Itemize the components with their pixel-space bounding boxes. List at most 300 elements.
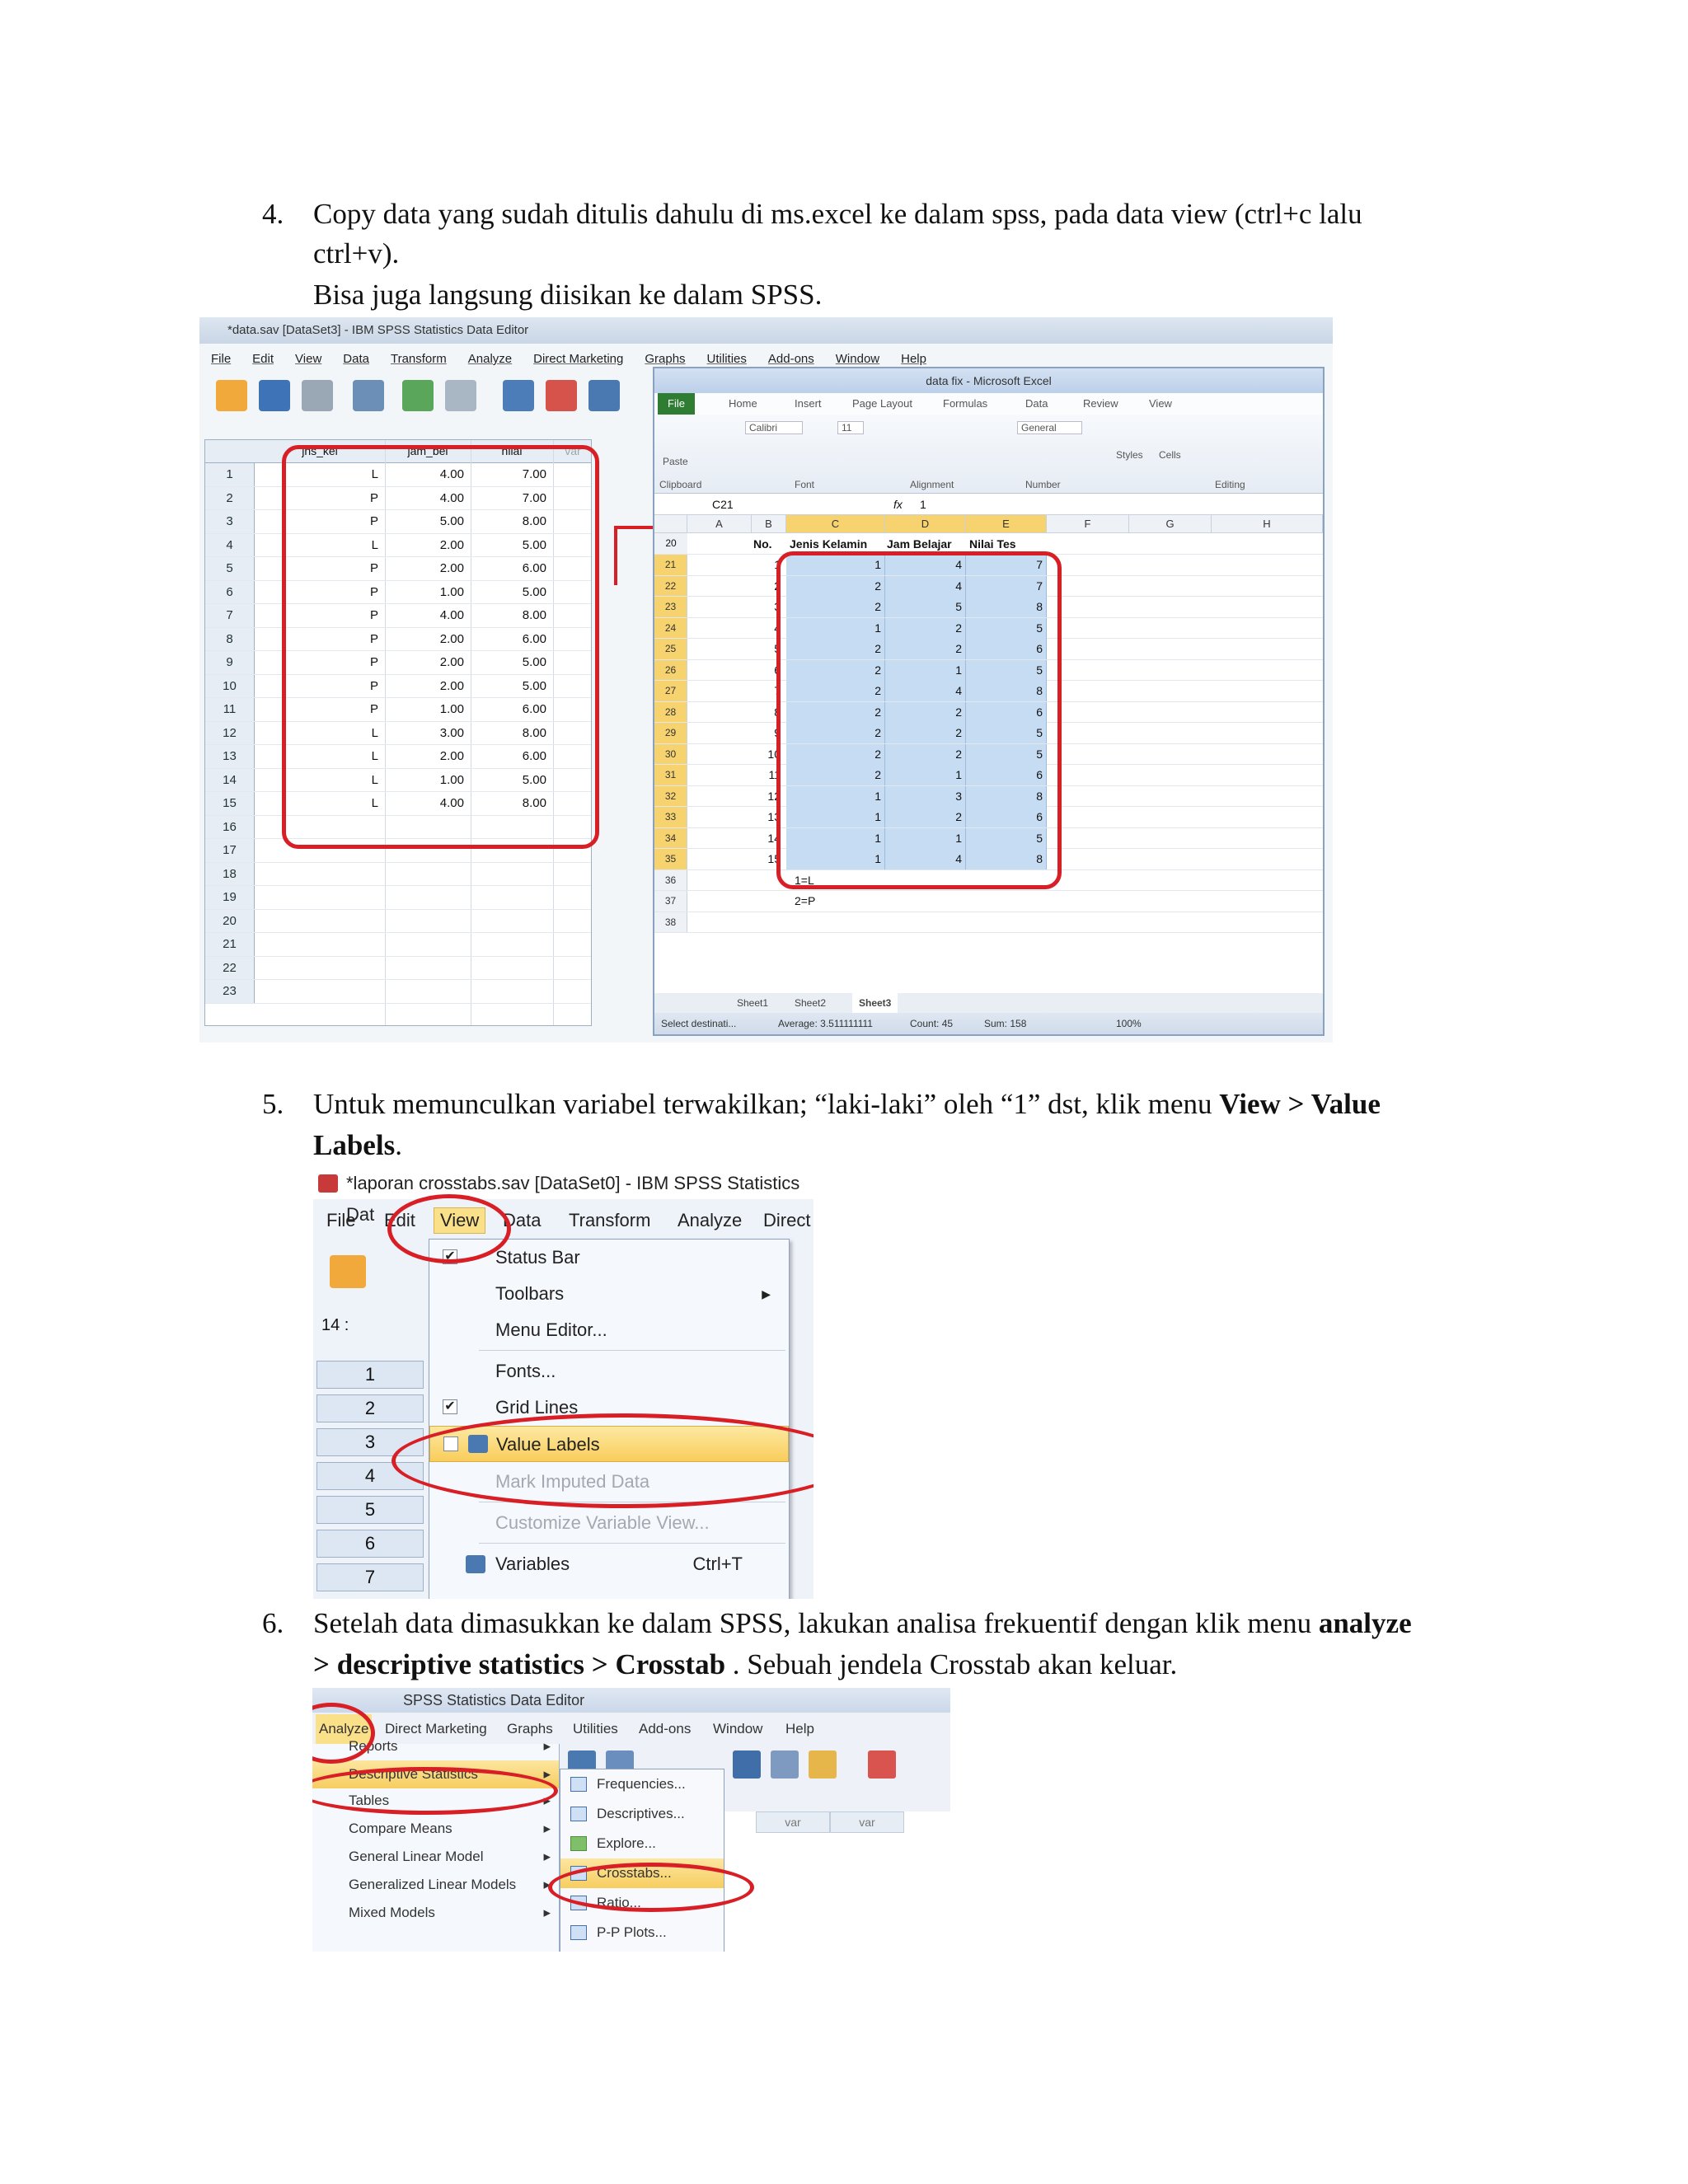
cell-nilai[interactable]: 5.00: [522, 584, 546, 599]
row-header[interactable]: 1: [316, 1361, 424, 1389]
cell-no[interactable]: 3: [774, 600, 781, 613]
cell-jenis-kelamin[interactable]: 1: [786, 555, 885, 575]
variables-icon[interactable]: [588, 380, 620, 411]
cell-nilai-tes[interactable]: 5: [966, 660, 1047, 681]
table-icon[interactable]: [733, 1750, 761, 1779]
name-box[interactable]: C21: [712, 498, 734, 511]
excel-tab-view[interactable]: View: [1149, 397, 1172, 410]
frequencies-icon: [570, 1777, 587, 1792]
cell-jam-bel[interactable]: 4.00: [439, 796, 464, 810]
row-number[interactable]: 5: [205, 557, 255, 580]
row-number[interactable]: 22: [205, 957, 255, 980]
excel-row-header[interactable]: 35: [654, 849, 687, 869]
formula-input[interactable]: 1: [920, 498, 926, 511]
menu-analyze-2[interactable]: Analyze: [678, 1210, 743, 1230]
window-title-2: *laporan crosstabs.sav [DataSet0] - IBM SPSS Statistics Dat: [346, 1173, 800, 1225]
cell-jns-kel[interactable]: L: [371, 772, 378, 787]
data-grid-3: [724, 1811, 950, 1952]
styles-button[interactable]: Styles: [1116, 449, 1143, 461]
step-5-number: 5.: [262, 1088, 284, 1120]
excel-row-header[interactable]: 27: [654, 681, 687, 701]
submenu-frequencies[interactable]: Frequencies...: [560, 1769, 724, 1799]
excel-tab-data[interactable]: Data: [1025, 397, 1048, 410]
cell-jns-kel[interactable]: P: [369, 631, 378, 646]
menu-transform[interactable]: Transform: [390, 352, 447, 366]
cell-jam-bel[interactable]: 3.00: [439, 725, 464, 740]
excel-col-h[interactable]: H: [1212, 515, 1323, 533]
view-menu-screenshot: [313, 1168, 814, 1599]
app-logo-icon: [318, 1174, 338, 1193]
row-number[interactable]: 2: [205, 487, 255, 510]
cell-jam-bel[interactable]: 4.00: [439, 467, 464, 481]
excel-tab-page-layout[interactable]: Page Layout: [852, 397, 913, 410]
cell-jenis-kelamin[interactable]: 2: [786, 744, 885, 765]
cell-no[interactable]: 7: [774, 684, 781, 697]
cell-jam-bel[interactable]: 1.00: [439, 702, 464, 716]
value-labels-icon-3[interactable]: [868, 1750, 896, 1779]
step-6-text: Setelah data dimasukkan ke dalam SPSS, lakukan analisa frekuentif dengan klik menu: [313, 1607, 1319, 1639]
menu-view-2[interactable]: View: [434, 1207, 485, 1234]
cell-jns-kel[interactable]: L: [371, 796, 378, 810]
menu-item-toolbars[interactable]: Toolbars ▶: [429, 1276, 789, 1312]
menu-add-ons[interactable]: Add-ons: [767, 352, 814, 366]
excel-row-header[interactable]: 31: [654, 765, 687, 785]
cell-no[interactable]: 8: [774, 705, 781, 719]
menu-utilities[interactable]: Utilities: [706, 352, 747, 366]
sheet-tabs: [654, 993, 1323, 1013]
scale-icon[interactable]: [771, 1750, 799, 1779]
row-number[interactable]: 3: [205, 510, 255, 533]
cell-nilai[interactable]: 7.00: [522, 467, 546, 481]
column-header-jns-kel[interactable]: jns_kel: [302, 444, 338, 457]
cell-jenis-kelamin[interactable]: 1: [786, 618, 885, 639]
row-header[interactable]: 4: [316, 1462, 424, 1490]
cell-jam-belajar[interactable]: 4: [885, 555, 966, 575]
grid-lines-checkbox[interactable]: ✔: [443, 1399, 457, 1414]
cell-no[interactable]: 11: [768, 768, 781, 781]
excel-row-header[interactable]: 30: [654, 744, 687, 765]
column-header-nilai[interactable]: nilai: [501, 444, 523, 457]
menu-item-variables[interactable]: Variables Ctrl+T: [429, 1546, 789, 1582]
excel-row-header[interactable]: 21: [654, 555, 687, 575]
row-number[interactable]: 13: [205, 745, 255, 768]
menu-help[interactable]: Help: [901, 352, 926, 366]
dialog-recall-icon[interactable]: [353, 380, 384, 411]
cell-jns-kel[interactable]: P: [369, 584, 378, 599]
excel-row-header[interactable]: 34: [654, 828, 687, 849]
cell-reference: 14 :: [321, 1316, 349, 1334]
row-number[interactable]: 6: [205, 581, 255, 604]
menu-item-fonts[interactable]: Fonts...: [495, 1361, 556, 1381]
menu-item-general-linear-model[interactable]: General Linear Model ▸: [349, 1849, 551, 1864]
cell-jam-belajar[interactable]: 4: [885, 576, 966, 597]
menu-view[interactable]: View: [295, 352, 322, 366]
excel-window-title: data fix - Microsoft Excel: [926, 374, 1052, 387]
menu-item-descriptive-statistics[interactable]: Descriptive Statistics ▸: [312, 1760, 559, 1788]
menu-graphs[interactable]: Graphs: [645, 352, 686, 366]
column-header-var[interactable]: var: [565, 444, 581, 457]
excel-row-header[interactable]: 25: [654, 639, 687, 659]
row-number[interactable]: 23: [205, 980, 255, 1003]
cell-nilai[interactable]: 8.00: [522, 796, 546, 810]
menu-item-generalized-linear-models[interactable]: Generalized Linear Models ▸: [349, 1877, 551, 1892]
cell-jam-belajar[interactable]: 1: [885, 660, 966, 681]
menu-file[interactable]: File: [211, 352, 232, 366]
sheet-tab-1[interactable]: Sheet1: [737, 997, 769, 1009]
row-number[interactable]: 20: [205, 910, 255, 933]
step-5-menu-item: Labels: [313, 1129, 396, 1161]
cell-nilai[interactable]: 6.00: [522, 702, 546, 716]
print-icon[interactable]: [302, 380, 333, 411]
cell-jns-kel[interactable]: L: [371, 749, 378, 763]
cell-nilai-tes[interactable]: 5: [966, 618, 1047, 639]
explore-icon: [570, 1836, 587, 1851]
spss-row[interactable]: [205, 933, 591, 957]
pp-plots-icon: [570, 1925, 587, 1940]
cell-jns-kel[interactable]: P: [369, 678, 378, 693]
row-header[interactable]: 6: [316, 1530, 424, 1558]
cell-jam-belajar[interactable]: 2: [885, 744, 966, 765]
row-header[interactable]: 2: [316, 1394, 424, 1422]
cell-nilai[interactable]: 5.00: [522, 678, 546, 693]
cell-nilai-tes[interactable]: 8: [966, 849, 1047, 869]
menu-item-mixed-models[interactable]: Mixed Models ▸: [349, 1905, 551, 1920]
menu-direct-marketing-3[interactable]: Direct Marketing: [385, 1721, 487, 1736]
cells-button[interactable]: Cells: [1159, 449, 1181, 461]
menu-item-customize-variable-view: Customize Variable View...: [495, 1512, 710, 1533]
menu-item-status-bar[interactable]: ✔ Status Bar: [429, 1240, 789, 1276]
cell-nilai-tes[interactable]: 6: [966, 702, 1047, 723]
header-jam-belajar: Jam Belajar: [887, 537, 952, 551]
cell-nilai[interactable]: 8.00: [522, 725, 546, 740]
menu-transform-2[interactable]: Transform: [569, 1210, 651, 1230]
cell-jam-belajar[interactable]: 1: [885, 828, 966, 849]
cell-no[interactable]: 4: [774, 621, 781, 635]
font-name-select[interactable]: Calibri: [745, 421, 803, 434]
cell-jam-bel[interactable]: 5.00: [439, 514, 464, 528]
step-6-menu-analyze: analyze: [1318, 1607, 1412, 1639]
row-number[interactable]: 21: [205, 933, 255, 956]
grid-header-var-1[interactable]: var: [756, 1811, 830, 1833]
cell-jam-bel[interactable]: 2.00: [439, 678, 464, 693]
cell-jenis-kelamin[interactable]: 2: [786, 639, 885, 659]
cell-jns-kel[interactable]: L: [371, 725, 378, 740]
excel-col-c[interactable]: C: [786, 515, 885, 533]
menu-file-2[interactable]: File: [326, 1210, 356, 1230]
row-number[interactable]: 18: [205, 863, 255, 886]
column-header-jam-bel[interactable]: jam_bel: [407, 444, 448, 457]
cell-jns-kel[interactable]: P: [369, 702, 378, 716]
excel-row-header[interactable]: 26: [654, 660, 687, 681]
spss-row[interactable]: [205, 957, 591, 981]
step-6-text-end: . Sebuah jendela Crosstab akan keluar.: [725, 1648, 1178, 1680]
view-menu-highlight: [387, 1194, 511, 1263]
window-title-3: SPSS Statistics Data Editor: [403, 1692, 585, 1708]
cell-jns-kel[interactable]: P: [369, 608, 378, 622]
open-folder-icon-2[interactable]: [330, 1255, 366, 1288]
menu-edit-2[interactable]: Edit: [384, 1210, 415, 1230]
submenu-pp-plots[interactable]: P-P Plots...: [560, 1918, 724, 1947]
variables-icon-2: [466, 1555, 485, 1573]
excel-tab-home[interactable]: Home: [729, 397, 757, 410]
menu-analyze[interactable]: Analyze: [467, 352, 513, 366]
cell-jam-bel[interactable]: 2.00: [439, 537, 464, 552]
cell-jam-belajar[interactable]: 2: [885, 702, 966, 723]
row-number[interactable]: 1: [205, 463, 255, 486]
menu-direct-2[interactable]: Direct: [763, 1210, 811, 1230]
step-5-period: .: [395, 1129, 402, 1161]
excel-col-g[interactable]: G: [1129, 515, 1212, 533]
crosstabs-highlight: [548, 1863, 754, 1912]
excel-window: [653, 367, 1325, 1036]
cell-nilai[interactable]: 6.00: [522, 749, 546, 763]
cell-nilai-tes[interactable]: 6: [966, 639, 1047, 659]
excel-row-header[interactable]: 37: [654, 891, 687, 912]
analyze-menu-screenshot: [312, 1688, 950, 1952]
font-size-select[interactable]: 11: [837, 421, 864, 434]
spss-data-highlight: [282, 445, 599, 849]
cell-jenis-kelamin[interactable]: 1: [786, 807, 885, 827]
header-jenis-kelamin: Jenis Kelamin: [790, 537, 868, 551]
row-number[interactable]: 8: [205, 628, 255, 651]
menu-item-tables[interactable]: Tables ▸: [349, 1793, 551, 1808]
cell-jns-kel[interactable]: L: [371, 537, 378, 552]
cell-jam-bel[interactable]: 1.00: [439, 584, 464, 599]
excel-col-b[interactable]: B: [752, 515, 786, 533]
excel-row-header[interactable]: 33: [654, 807, 687, 827]
cell-jam-belajar[interactable]: 2: [885, 618, 966, 639]
cell-nilai-tes[interactable]: 5: [966, 828, 1047, 849]
cell-nilai-tes[interactable]: 6: [966, 765, 1047, 785]
excel-row-header[interactable]: 20: [654, 533, 687, 554]
cell-jenis-kelamin[interactable]: 2: [786, 576, 885, 597]
goto-variable-icon[interactable]: [546, 380, 577, 411]
cell-nilai-tes[interactable]: 5: [966, 723, 1047, 743]
spss-row[interactable]: [205, 910, 591, 934]
cell-nilai-tes[interactable]: 7: [966, 555, 1047, 575]
redo-icon[interactable]: [445, 380, 476, 411]
cell-nilai-tes[interactable]: 8: [966, 786, 1047, 807]
row-number[interactable]: 10: [205, 675, 255, 698]
open-folder-icon[interactable]: [216, 380, 247, 411]
row-number[interactable]: 14: [205, 769, 255, 792]
menu-item-value-labels[interactable]: Value Labels: [429, 1426, 789, 1462]
excel-note-row[interactable]: [654, 912, 1323, 934]
menu-data-2[interactable]: Data: [503, 1210, 542, 1230]
excel-tab-file[interactable]: File: [658, 393, 695, 415]
cell-jns-kel[interactable]: P: [369, 514, 378, 528]
excel-data-highlight: [776, 551, 1062, 889]
cell-jenis-kelamin[interactable]: 2: [786, 597, 885, 617]
step-4-line-3: Bisa juga langsung diisikan ke dalam SPSS.: [313, 279, 823, 311]
cell-jam-bel[interactable]: 4.00: [439, 608, 464, 622]
status-zoom[interactable]: 100%: [1116, 1018, 1142, 1029]
cell-nilai[interactable]: 6.00: [522, 561, 546, 575]
menu-graphs-3[interactable]: Graphs: [507, 1721, 553, 1736]
menu-add-ons-3[interactable]: Add-ons: [639, 1721, 692, 1736]
menu-item-menu-editor[interactable]: Menu Editor...: [495, 1319, 607, 1340]
cell-jam-belajar[interactable]: 4: [885, 681, 966, 701]
cell-jam-belajar[interactable]: 5: [885, 597, 966, 617]
menu-utilities-3[interactable]: Utilities: [573, 1721, 618, 1736]
spss-title-bar-3: [312, 1688, 950, 1713]
menu-item-grid-lines[interactable]: ✔ Grid Lines: [429, 1390, 789, 1426]
cell-jam-belajar[interactable]: 2: [885, 723, 966, 743]
step-6-menu-path: > descriptive statistics > Crosstab: [313, 1648, 726, 1680]
menu-data[interactable]: Data: [343, 352, 369, 366]
cell-nilai-tes[interactable]: 8: [966, 681, 1047, 701]
cell-jam-belajar[interactable]: 4: [885, 849, 966, 869]
menu-help-3[interactable]: Help: [785, 1721, 814, 1736]
row-number[interactable]: 19: [205, 886, 255, 909]
descriptive-statistics-submenu: [560, 1769, 724, 1952]
cell-nilai-tes[interactable]: 6: [966, 807, 1047, 827]
row-number[interactable]: 4: [205, 534, 255, 557]
row-number[interactable]: 7: [205, 604, 255, 627]
sheet-tab-2[interactable]: Sheet2: [795, 997, 827, 1009]
cell-jam-bel[interactable]: 2.00: [439, 655, 464, 669]
cell-jenis-kelamin[interactable]: 2: [786, 702, 885, 723]
cell-nilai-tes[interactable]: 8: [966, 597, 1047, 617]
cell-jenis-kelamin[interactable]: 2: [786, 723, 885, 743]
cell-jns-kel[interactable]: P: [369, 561, 378, 575]
row-number[interactable]: 16: [205, 816, 255, 839]
cell-no[interactable]: 9: [774, 726, 781, 739]
excel-row-header[interactable]: 23: [654, 597, 687, 617]
cell-no[interactable]: 13: [767, 810, 781, 823]
row-header[interactable]: 5: [316, 1496, 424, 1524]
excel-row-header[interactable]: 22: [654, 576, 687, 597]
menu-analyze-3[interactable]: Analyze: [316, 1714, 372, 1744]
row-number[interactable]: 12: [205, 722, 255, 745]
cell-nilai-tes[interactable]: 7: [966, 576, 1047, 597]
excel-row-header[interactable]: 38: [654, 912, 687, 933]
cell-no[interactable]: 12: [767, 789, 781, 803]
spss-left-panel: [313, 1240, 429, 1599]
excel-row-header[interactable]: 32: [654, 786, 687, 807]
row-header[interactable]: 7: [316, 1563, 424, 1591]
cell-nilai[interactable]: 7.00: [522, 490, 546, 505]
cell-no[interactable]: 10: [767, 747, 781, 761]
cell-jam-bel[interactable]: 2.00: [439, 749, 464, 763]
grid-header-var-2[interactable]: var: [830, 1811, 904, 1833]
cell-jam-belajar[interactable]: 3: [885, 786, 966, 807]
excel-row-header[interactable]: 28: [654, 702, 687, 723]
cell-jenis-kelamin[interactable]: 2: [786, 681, 885, 701]
cell-nilai[interactable]: 5.00: [522, 655, 546, 669]
row-number[interactable]: 15: [205, 792, 255, 815]
excel-tab-insert[interactable]: Insert: [795, 397, 822, 410]
step-6-line-2: [313, 1644, 1177, 1685]
row-header[interactable]: 3: [316, 1428, 424, 1456]
sheet-tab-3[interactable]: Sheet3: [852, 993, 898, 1013]
excel-col-a[interactable]: A: [687, 515, 752, 533]
menu-edit[interactable]: Edit: [252, 352, 274, 366]
cell-jam-bel[interactable]: 4.00: [439, 490, 464, 505]
cell-jam-belajar[interactable]: 2: [885, 807, 966, 827]
excel-ribbon-tabs: [654, 393, 1323, 415]
cell-nilai[interactable]: 5.00: [522, 772, 546, 787]
undo-icon[interactable]: [402, 380, 434, 411]
cell-jenis-kelamin[interactable]: 1: [786, 786, 885, 807]
save-icon[interactable]: [259, 380, 290, 411]
cell-nilai[interactable]: 6.00: [522, 631, 546, 646]
cell-nilai[interactable]: 8.00: [522, 608, 546, 622]
cell-nilai-tes[interactable]: 5: [966, 744, 1047, 765]
cell-jam-belajar[interactable]: 1: [885, 765, 966, 785]
cell-no[interactable]: 1: [774, 558, 781, 571]
split-file-icon[interactable]: [809, 1750, 837, 1779]
spss-row[interactable]: [205, 886, 591, 910]
excel-note-row[interactable]: [654, 891, 1323, 912]
row-number[interactable]: 9: [205, 651, 255, 674]
step-6-number: 6.: [262, 1607, 284, 1639]
excel-tab-review[interactable]: Review: [1083, 397, 1118, 410]
cell-jns-kel[interactable]: L: [371, 467, 378, 481]
cell-jam-bel[interactable]: 2.00: [439, 631, 464, 646]
submenu-crosstabs[interactable]: Crosstabs...: [560, 1858, 724, 1888]
step-5-text: Untuk memunculkan variabel terwakilkan; “laki-laki” oleh “1” dst, klik menu: [313, 1088, 1220, 1120]
excel-tab-formulas[interactable]: Formulas: [943, 397, 988, 410]
excel-row-header[interactable]: 36: [654, 870, 687, 891]
cell-no[interactable]: 5: [774, 642, 781, 655]
cell-jenis-kelamin[interactable]: 2: [786, 765, 885, 785]
excel-row-header[interactable]: 29: [654, 723, 687, 743]
cell-no[interactable]: 2: [774, 579, 781, 593]
cell-nilai[interactable]: 5.00: [522, 537, 546, 552]
fx-icon[interactable]: fx: [893, 498, 903, 511]
excel-col-e[interactable]: E: [966, 515, 1047, 533]
menu-item-compare-means[interactable]: Compare Means ▸: [349, 1821, 551, 1836]
cell-jenis-kelamin[interactable]: 1: [786, 828, 885, 849]
variables-shortcut: Ctrl+T: [692, 1554, 743, 1574]
cell-jns-kel[interactable]: P: [369, 490, 378, 505]
excel-row-header[interactable]: 24: [654, 618, 687, 639]
cell-jenis-kelamin[interactable]: 2: [786, 660, 885, 681]
number-format-select[interactable]: General: [1017, 421, 1082, 434]
cell-no[interactable]: 15: [767, 852, 781, 865]
spss-window-title: *data.sav [DataSet3] - IBM SPSS Statistics Data Editor: [227, 323, 529, 337]
header-nilai-tes: Nilai Tes: [969, 537, 1016, 551]
excel-col-d[interactable]: D: [885, 515, 966, 533]
cell-no[interactable]: 14: [767, 831, 781, 845]
cell-jam-bel[interactable]: 1.00: [439, 772, 464, 787]
goto-case-icon[interactable]: [503, 380, 534, 411]
menu-window[interactable]: Window: [835, 352, 880, 366]
cell-nilai[interactable]: 8.00: [522, 514, 546, 528]
cell-jns-kel[interactable]: P: [369, 655, 378, 669]
status-bar-checkbox[interactable]: ✔: [443, 1249, 457, 1264]
menu-item-reports[interactable]: Reports ▸: [349, 1738, 551, 1754]
menu-window-3[interactable]: Window: [713, 1721, 763, 1736]
group-alignment: Alignment: [910, 479, 954, 490]
group-font: Font: [795, 479, 815, 490]
spss-row[interactable]: [205, 980, 591, 1004]
cell-no[interactable]: 6: [774, 663, 781, 677]
submenu-descriptives[interactable]: Descriptives...: [560, 1799, 724, 1829]
spss-row[interactable]: [205, 863, 591, 887]
cell-jam-belajar[interactable]: 2: [885, 639, 966, 659]
excel-col-f[interactable]: F: [1047, 515, 1129, 533]
row-number[interactable]: 17: [205, 839, 255, 862]
submenu-ratio[interactable]: Ratio...: [560, 1888, 724, 1918]
paste-button[interactable]: Paste: [663, 456, 688, 467]
menu-direct-marketing[interactable]: Direct Marketing: [533, 352, 624, 366]
submenu-explore[interactable]: Explore...: [560, 1829, 724, 1858]
row-number[interactable]: 11: [205, 698, 255, 721]
cell-jenis-kelamin[interactable]: 1: [786, 849, 885, 869]
cell-jam-bel[interactable]: 2.00: [439, 561, 464, 575]
